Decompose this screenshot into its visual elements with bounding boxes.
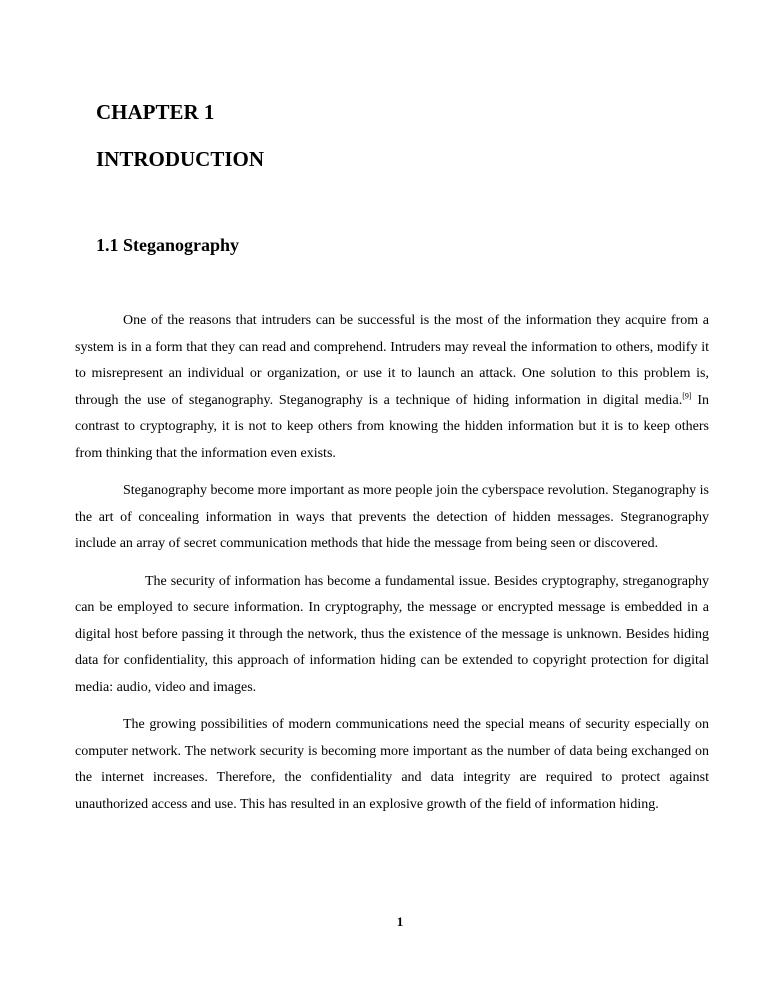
chapter-title-heading: INTRODUCTION (96, 147, 265, 171)
paragraph-3: The security of information has become a fundamental issue. Besides cryptography, streganography can be employed to secure information. In cryptography, the message or encrypted message is embedded in a digital host before passing it through the network, thus the existence of the message is unknown. Besides hiding data for confidentiality, this approach of information hiding can be extended to copyright protection for digital media: audio, video and images. (75, 573, 709, 695)
chapter-number-heading: CHAPTER 1 (96, 100, 215, 124)
paragraph-1-text-before-citation: One of the reasons that intruders can be successful is the most of the information they acquire from a system is in a form that they can read and comprehend. Intruders may reveal the information to others, modify it to misrepresent an individual or organization, or use it to launch an attack. One solution to this problem is, through the use of steganography. Steganography is a technique of hiding information in digital media. (75, 313, 709, 408)
paragraph-1 (75, 308, 709, 467)
section-heading: 1.1 Steganography (96, 235, 240, 255)
paragraph-4: The growing possibilities of modern communications need the special means of security especially on computer network. The network security is becoming more important as the number of data being exchanged on the internet increases. Therefore, the confidentiality and data integrity are required to protect against unauthorized access and use. This has resulted in an explosive growth of the field of information hiding. (75, 717, 709, 812)
paragraph-2: Steganography become more important as more people join the cyberspace revolution. Steganography is the art of concealing information in ways that prevents the detection of hidden messages. Stegranography include an array of secret communication methods that hide the message from being seen or discovered. (75, 483, 709, 551)
page-number: 1 (396, 914, 404, 929)
body-text (75, 308, 709, 829)
paragraph-1-text-after-citation: In contrast to cryptography, it is not to keep others from knowing the hidden information but it is to keep others from thinking that the information even exists. (75, 392, 709, 461)
citation-reference: [9] (682, 390, 692, 400)
